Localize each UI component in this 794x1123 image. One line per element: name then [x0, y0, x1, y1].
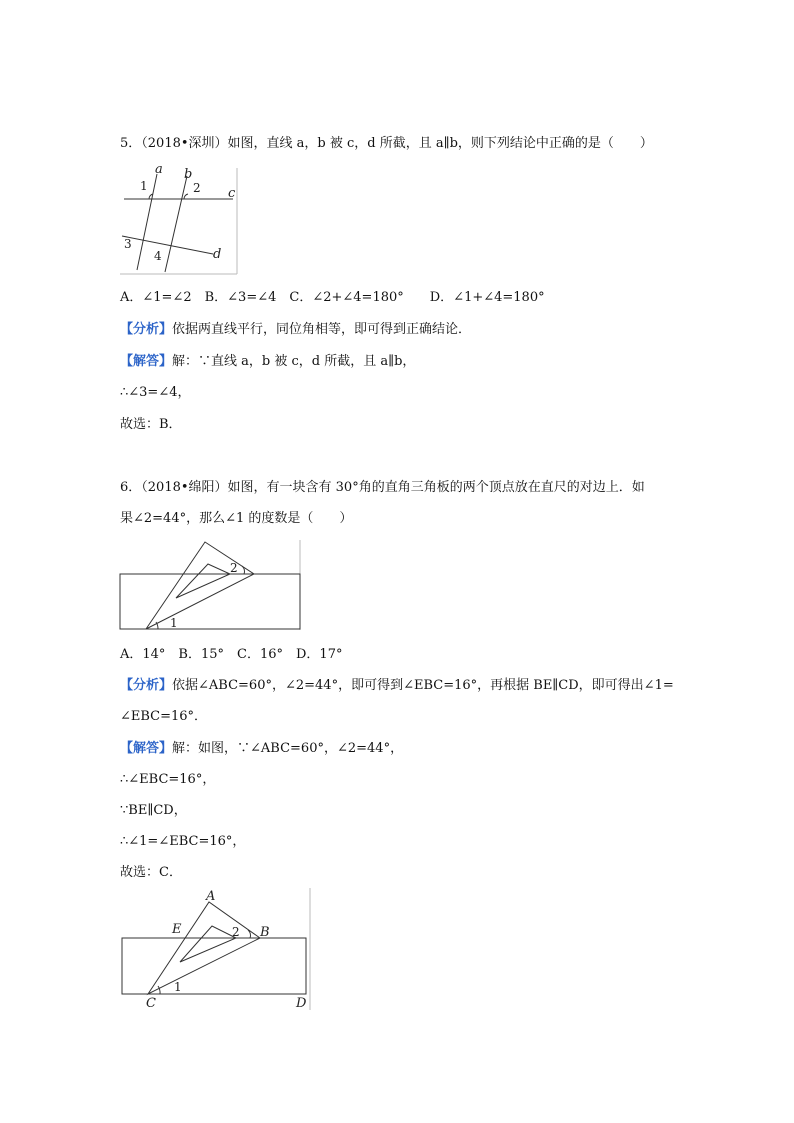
q6-solution-figure-svg — [118, 886, 314, 1012]
q5-figure — [118, 160, 242, 282]
q5-label-d: d — [213, 247, 222, 262]
q5-answer-text-1: 解：∵直线 a，b 被 c，d 所截，且 a∥b， — [172, 354, 416, 369]
q6-stem-line-1: 6．（2018•绵阳）如图，有一块含有 30°角的直角三角板的两个顶点放在直尺的对边上．如 — [120, 480, 645, 495]
q5-analysis — [120, 321, 471, 339]
q5-figure-svg — [118, 160, 242, 278]
q5-label-3: 3 — [124, 237, 132, 251]
q6-choices: A．14° B．15° C．16° D．17° — [120, 647, 343, 662]
q6-answer-text-1: 解：如图，∵∠ABC=60°，∠2=44°， — [172, 741, 404, 756]
q6-stem-line-2: 果∠2=44°，那么∠1 的度数是（ ） — [120, 511, 353, 526]
q6-sol-label-1: 1 — [174, 980, 182, 994]
q6-sol-label-C: C — [146, 996, 156, 1011]
q6-sol-label-A: A — [206, 889, 216, 904]
q6-answer-line-1 — [120, 740, 403, 758]
q6-answer-tag: 【解答】 — [120, 741, 173, 756]
q5-label-4: 4 — [154, 249, 162, 263]
q6-answer-line-3: ∵BE∥CD， — [120, 803, 187, 818]
q6-analysis-tag: 【分析】 — [120, 678, 173, 693]
q5-answer-line-3: 故选：B． — [120, 417, 182, 432]
q5-answer-tag: 【解答】 — [120, 354, 173, 369]
q6-answer-line-2: ∴∠EBC=16°， — [120, 772, 216, 787]
q6-solution-figure — [118, 886, 314, 1016]
q5-answer-line-1 — [120, 353, 415, 371]
q5-label-b: b — [184, 167, 193, 182]
q5-stem: 5．（2018•深圳）如图，直线 a，b 被 c，d 所截，且 a∥b，则下列结论中正确的是（ ） — [120, 136, 653, 151]
q6-figure — [118, 538, 304, 638]
q6-figure-svg — [118, 538, 304, 634]
q5-analysis-tag: 【分析】 — [120, 322, 173, 337]
q6-sol-label-E: E — [172, 922, 182, 937]
q6-sol-label-B: B — [260, 925, 270, 940]
q5-label-1: 1 — [140, 179, 148, 193]
q6-sol-label-2: 2 — [232, 925, 240, 939]
q5-label-2: 2 — [193, 181, 201, 195]
q5-label-c: c — [228, 186, 236, 201]
q5-choices: A．∠1=∠2 B．∠3=∠4 C．∠2+∠4=180° D．∠1+∠4=180° — [120, 290, 545, 305]
q5-answer-line-2: ∴∠3=∠4， — [120, 385, 191, 400]
q6-analysis-text-1: 依据∠ABC=60°，∠2=44°，即可得到∠EBC=16°，再根据 BE∥CD，即可得出∠1= — [172, 678, 674, 693]
q6-answer-line-5: 故选：C． — [120, 865, 182, 880]
q5-label-a: a — [155, 162, 163, 177]
q6-answer-line-4: ∴∠1=∠EBC=16°， — [120, 834, 246, 849]
q6-sol-label-D: D — [296, 996, 307, 1011]
q5-analysis-text: 依据两直线平行，同位角相等，即可得到正确结论． — [172, 322, 472, 337]
q6-analysis-line-1 — [120, 677, 674, 695]
q6-label-1: 1 — [170, 616, 178, 630]
q6-label-2: 2 — [230, 561, 238, 575]
q6-analysis-line-2: ∠EBC=16°． — [120, 709, 208, 724]
